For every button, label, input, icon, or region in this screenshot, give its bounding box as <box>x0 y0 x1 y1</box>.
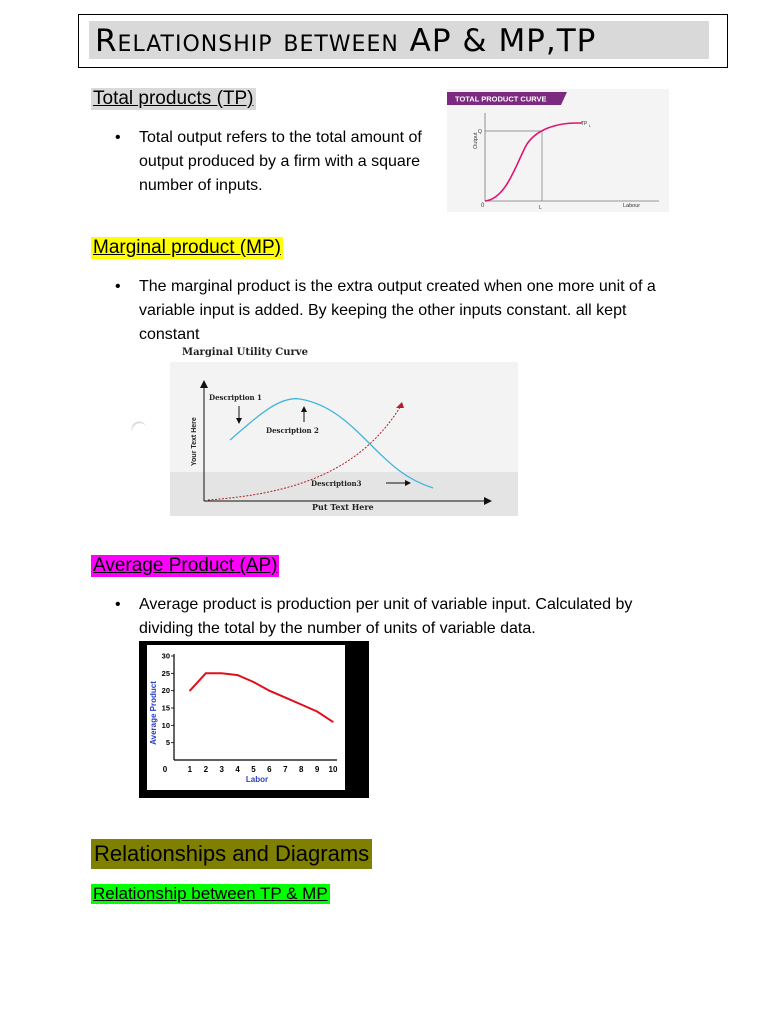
ap-xtick-label: 0 <box>162 765 168 774</box>
ap-ytick-label: 25 <box>161 668 170 678</box>
ap-ytick-label: 30 <box>161 651 170 661</box>
ap-bullet-text: Average product is production per unit of variable input. Calculated by dividing the total by the number of units of variable data. <box>139 596 633 637</box>
ap-xtick-label: 1 <box>187 765 193 774</box>
tp-q-label: Q <box>478 129 482 135</box>
total-product-figure <box>447 89 669 212</box>
ap-xtick-label: 7 <box>283 765 288 774</box>
title-highlight <box>89 21 709 59</box>
tp-l-label: L <box>539 205 542 211</box>
tp-bullet-text: Total output refers to the total amount of output produced by a firm with a square number of inputs. <box>139 129 422 194</box>
ap-bullet <box>115 593 679 641</box>
ap-ylabel: Average Product <box>149 681 158 745</box>
average-product-chart <box>139 641 369 798</box>
mu-desc3: Description3 <box>311 479 362 488</box>
tp-curve-label: TP <box>581 121 588 127</box>
relationships-heading: Relationships and Diagrams <box>91 839 372 869</box>
tp-ylabel: Output <box>473 132 479 149</box>
tp-mp-subheading: Relationship between TP & MP <box>93 884 328 903</box>
mu-ylabel: Your Text Here <box>191 417 198 466</box>
ap-xtick-label: 6 <box>267 765 272 774</box>
bullet-dot: • <box>115 596 121 613</box>
tp-curve-sub: L <box>589 124 591 128</box>
mu-desc2: Description 2 <box>266 426 319 435</box>
page-title: Relationship between AP & MP,TP <box>95 23 597 59</box>
mp-bullet-text: The marginal product is the extra output created when one more unit of a variable input is added. By keeping the other inputs constant. all kept constant <box>139 278 656 343</box>
mp-heading: Marginal product (MP) <box>93 237 281 258</box>
mu-title: Marginal Utility Curve <box>182 347 308 358</box>
tp-bullet <box>115 126 439 198</box>
bullet-dot: • <box>115 129 121 146</box>
ap-ytick-label: 15 <box>161 703 170 713</box>
ap-xtick-label: 2 <box>203 765 209 774</box>
ap-xtick-label: 9 <box>314 765 320 774</box>
ap-ytick-label: 20 <box>161 686 170 696</box>
tp-xlabel: Labour <box>623 203 641 209</box>
title-box <box>78 14 728 68</box>
ap-xtick-label: 8 <box>298 765 304 774</box>
tp-banner-text: TOTAL PRODUCT CURVE <box>455 94 547 104</box>
ap-xtick-label: 3 <box>219 765 224 774</box>
ap-heading: Average Product (AP) <box>93 555 278 576</box>
mu-desc1: Description 1 <box>209 393 262 402</box>
tp-heading: Total products (TP) <box>93 88 254 109</box>
ap-xtick-label: 10 <box>328 765 338 774</box>
ap-xtick-label: 4 <box>235 765 240 774</box>
tp-origin: 0 <box>481 203 485 209</box>
ap-ytick-label: 10 <box>161 720 170 730</box>
bullet-dot: • <box>115 278 121 295</box>
ap-ytick-label: 5 <box>165 738 170 748</box>
mp-bullet <box>115 275 669 347</box>
mu-xlabel: Put Text Here <box>312 502 374 512</box>
ap-xtick-label: 5 <box>251 765 256 774</box>
marginal-utility-figure <box>130 344 525 518</box>
ap-xlabel: Labor <box>245 775 269 784</box>
